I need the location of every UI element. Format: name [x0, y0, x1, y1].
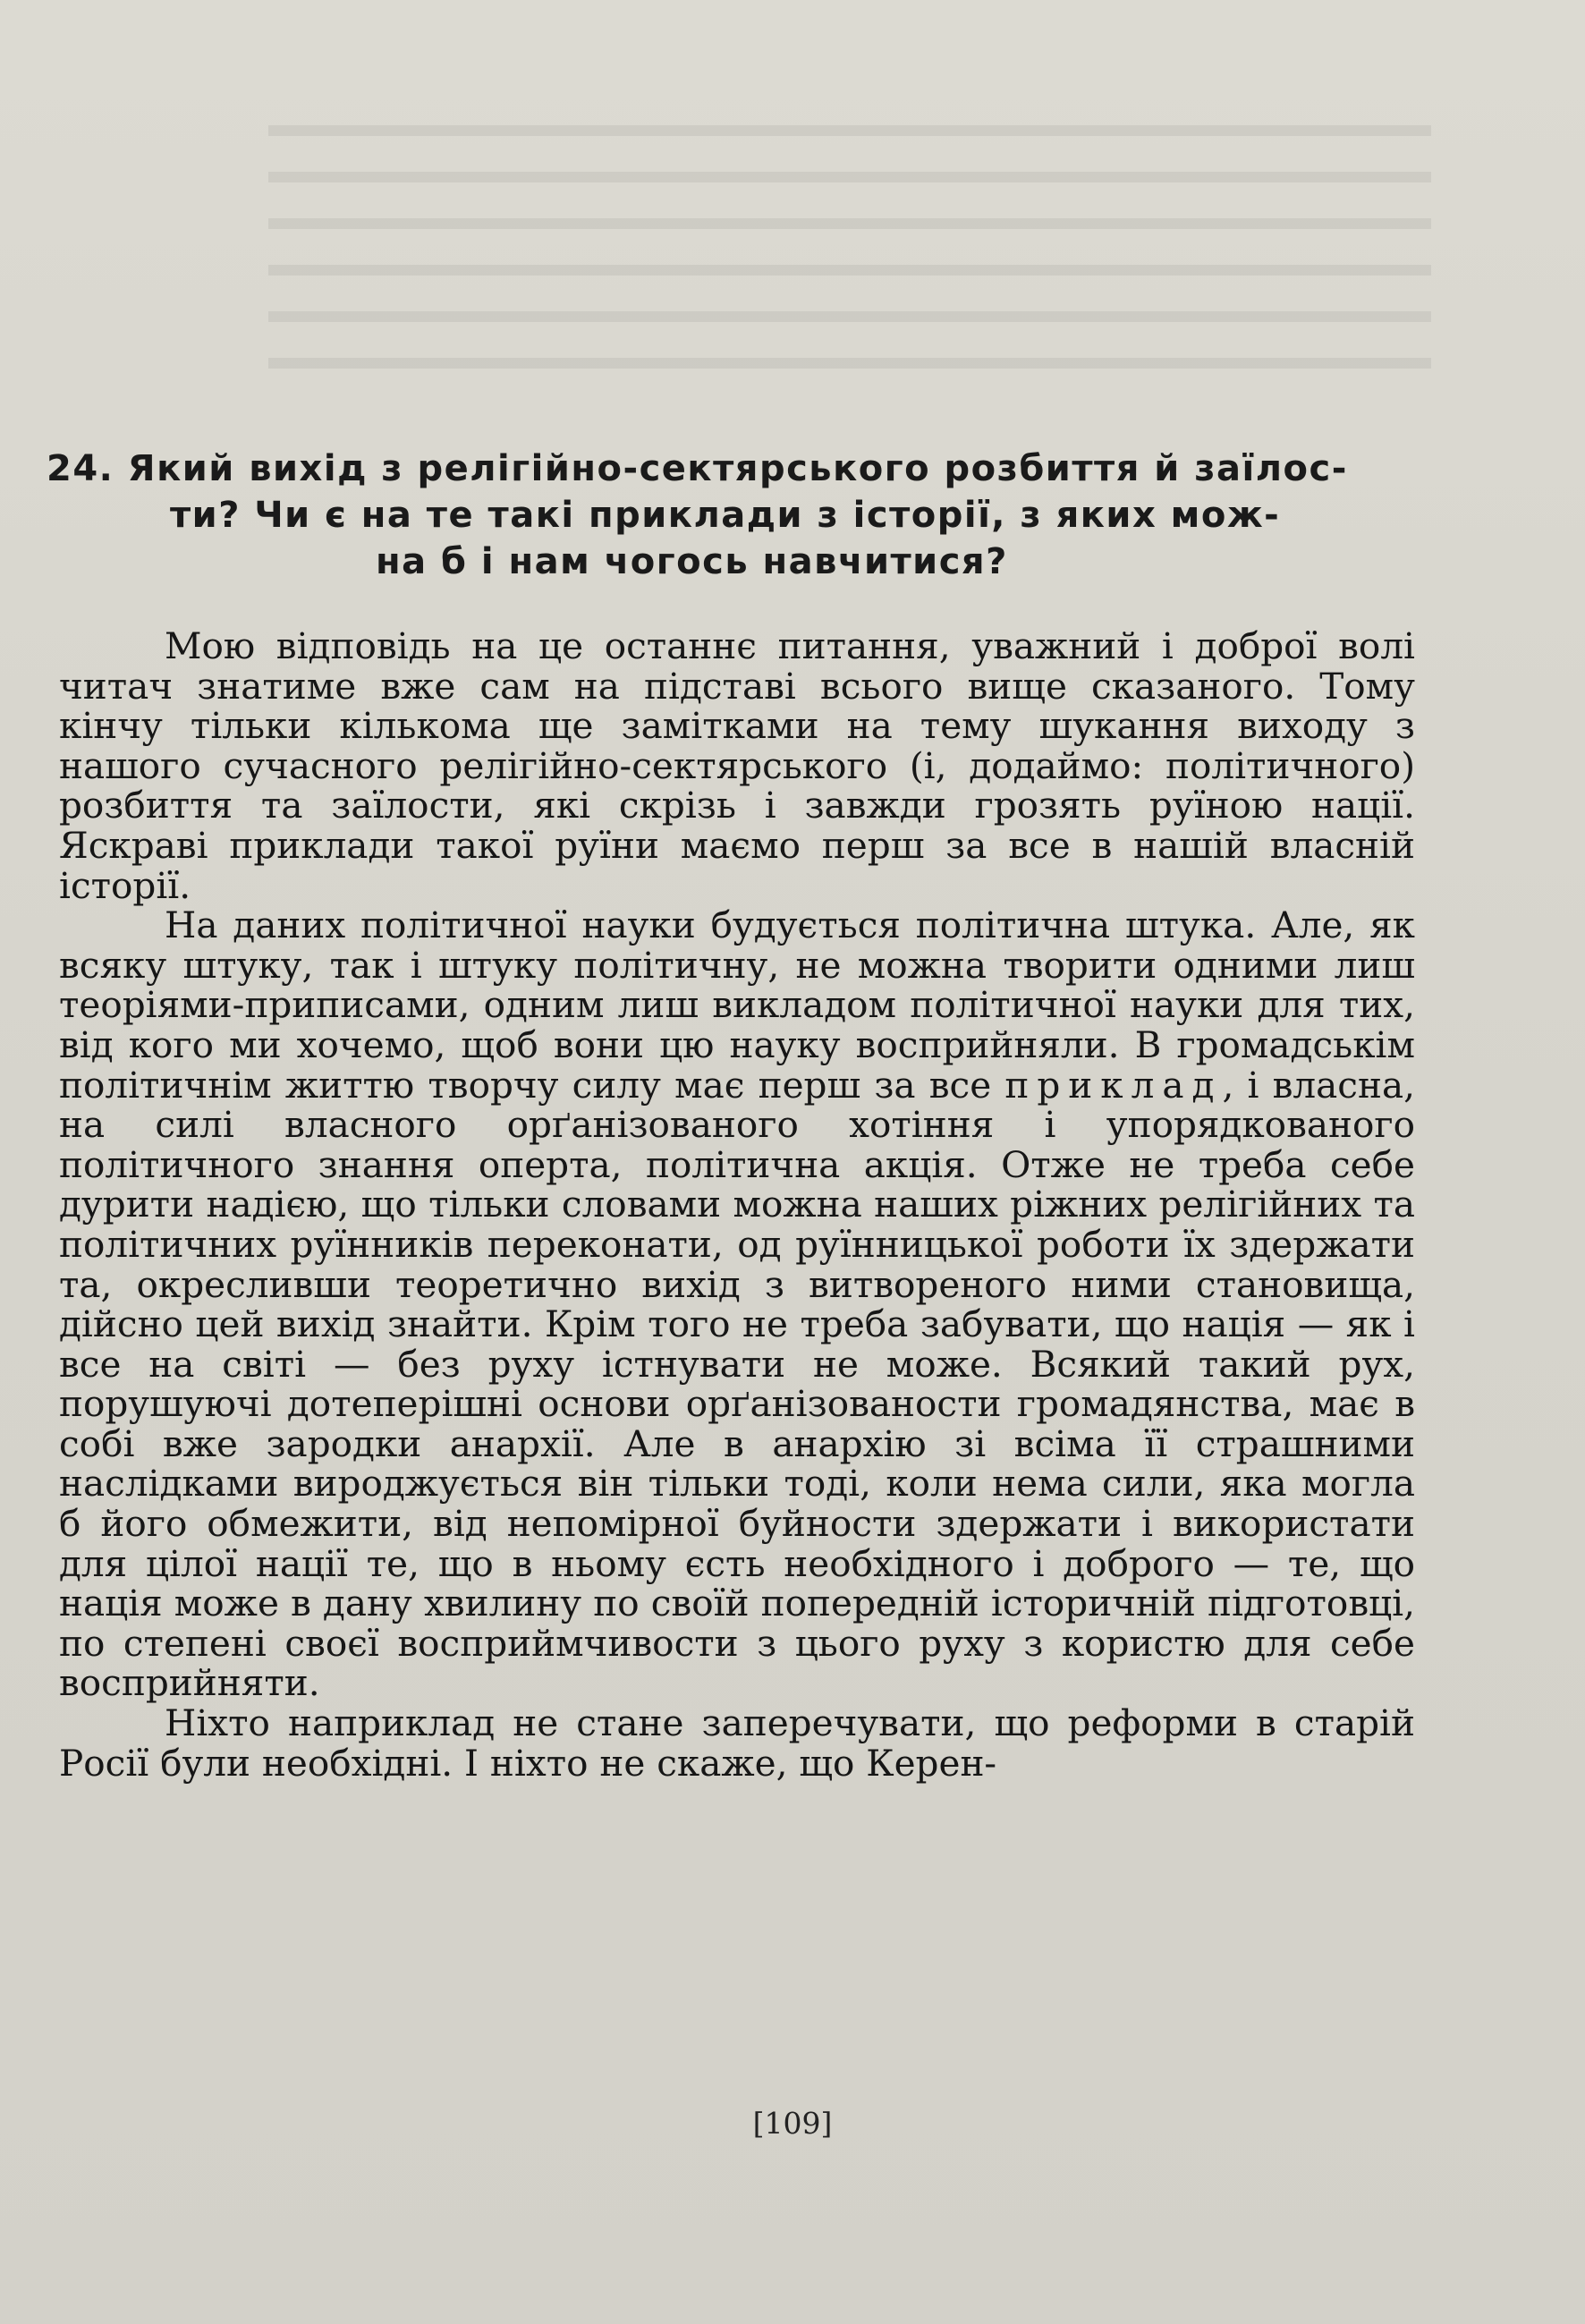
paragraph-1: Мою відповідь на це останнє питання, уважний і доброї волі читач знатиме вже сам на підставі всього вище сказаного. Тому кінчу тільки кількома ще замітками на тему шукання виходу з нашого сучасного релігійно-сектярського (і, додаймо: політичного) розбиття та заїлости, які скрізь і завжди грозять руїною нації. Яскраві приклади такої руїни маємо перш за все в нашій власній історії. — [59, 624, 1415, 907]
bleed-through-text — [268, 125, 1431, 394]
paragraph-2-end: , і власна, на силі власного орґанізованого хотіння і упорядкованого політичного знання оперта, політична акція. Отже не треба себе дурити надією, що тільки словами можна наших ріжних релігійних та політичних руїнників переконати, од руїнницької роботи їх здержати та, окресливши теоретично вихід з витвореного ними становища, дійсно цей вихід знайти. Крім того не треба забувати, що нація — як і все на світі — без руху істнувати не може. Всякий такий рух, порушуючі дотеперішні основи орґанізованости громадянства, має в собі вже зародки анархії. Але в анархію зі всіма її страшними наслідками вироджується він тільки тоді, коли нема сили, яка могла б його обмежити, від непомірної буйности здержати і використати для цілої нації те, що в ньому єсть необхідного і доброго — те, що нація може в дану хвилину по своїй попередній історичній підготовці, по степені своєї восприймчивости з цього руху з користю для себе восприйняти. — [59, 1063, 1416, 1705]
paragraph-2-start: На даних політичної науки будується політична штука. Але, як всяку штуку, так і штуку політичну, не можна творити одними лиш теоріями-приписами, одним лиш викладом політичної науки для тих, від кого ми хочемо, щоб вони цю науку восприйняли. В громадськім політичнім життю творчу силу має перш за все — [59, 903, 1415, 1107]
heading-line-1: 24. Який вихід з релігійно-сектярського розбиття й заїлос- — [47, 448, 1348, 489]
page-number: [109] — [752, 2106, 833, 2141]
body-text — [59, 626, 1415, 1783]
emphasized-word: приклад — [1004, 1063, 1223, 1107]
heading-line-2: ти? Чи є на те такі приклади з історії, з яких мож- — [170, 495, 1281, 536]
heading-line-3: на б і нам чогось навчитися? — [376, 541, 1008, 582]
section-heading — [47, 445, 1424, 585]
paragraph-3: Ніхто наприклад не стане заперечувати, що реформи в старій Росії були необхідні. І ніхто не скаже, що Керен- — [59, 1701, 1415, 1785]
paragraph-2 — [59, 905, 1415, 1703]
